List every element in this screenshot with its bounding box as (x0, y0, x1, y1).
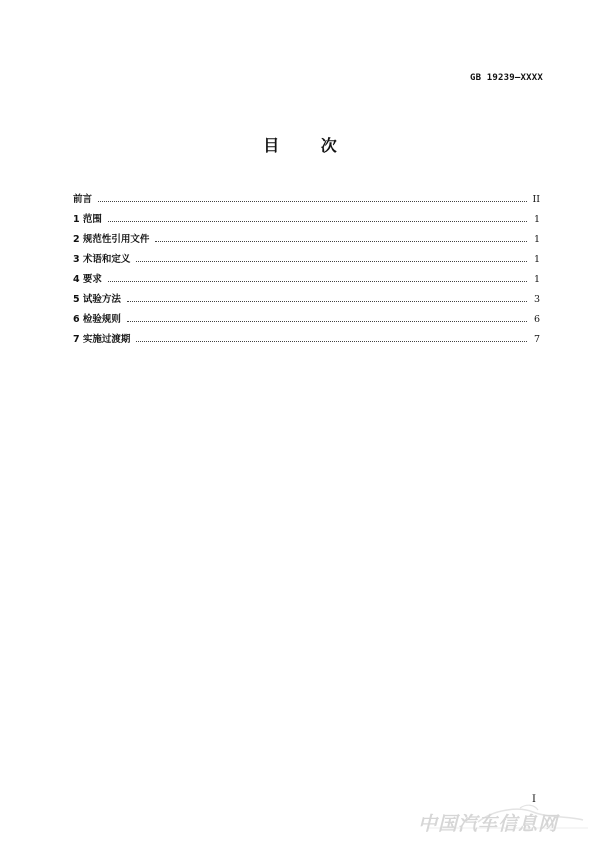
toc-entry-label: 2 规范性引用文件 (73, 234, 150, 245)
toc-entry-page: 6 (533, 314, 540, 325)
toc-entry-transition-period[interactable] (73, 331, 540, 351)
dot-leader (108, 221, 527, 222)
toc-entry-label: 1 范围 (73, 214, 102, 225)
toc-entry-label: 6 检验规则 (73, 314, 121, 325)
toc-entry-page: 7 (533, 334, 540, 345)
toc-entry-label: 3 术语和定义 (73, 254, 131, 265)
toc-entry-inspection-rules[interactable] (73, 311, 540, 331)
toc-entry-requirements[interactable] (73, 271, 540, 291)
toc-entry-terms-definitions[interactable] (73, 251, 540, 271)
dot-leader (155, 241, 527, 242)
toc-entry-label: 7 实施过渡期 (73, 334, 131, 345)
watermark-text: 中国汽车信息网 (418, 813, 559, 835)
toc-entry-page: 1 (533, 274, 540, 285)
footer-page-number: I (532, 794, 536, 805)
toc-entry-page: 1 (533, 214, 540, 225)
dot-leader (108, 281, 527, 282)
toc-entry-scope[interactable] (73, 211, 540, 231)
toc-entry-label: 4 要求 (73, 274, 102, 285)
toc-title: 目 次 (263, 136, 355, 155)
toc-entry-page: II (532, 194, 540, 205)
dot-leader (136, 261, 527, 262)
toc-entry-test-methods[interactable] (73, 291, 540, 311)
table-of-contents (73, 191, 540, 351)
toc-entry-label: 前言 (73, 194, 93, 205)
dot-leader (127, 301, 527, 302)
dot-leader (127, 321, 527, 322)
toc-entry-page: 1 (533, 254, 540, 265)
toc-entry-page: 1 (533, 234, 540, 245)
toc-entry-foreword[interactable] (73, 191, 540, 211)
dot-leader (136, 341, 527, 342)
toc-entry-normative-references[interactable] (73, 231, 540, 251)
dot-leader (98, 201, 527, 202)
watermark-logo (408, 800, 593, 840)
toc-entry-label: 5 试验方法 (73, 294, 121, 305)
toc-entry-page: 3 (533, 294, 540, 305)
standard-number: GB 19239—XXXX (469, 73, 543, 83)
